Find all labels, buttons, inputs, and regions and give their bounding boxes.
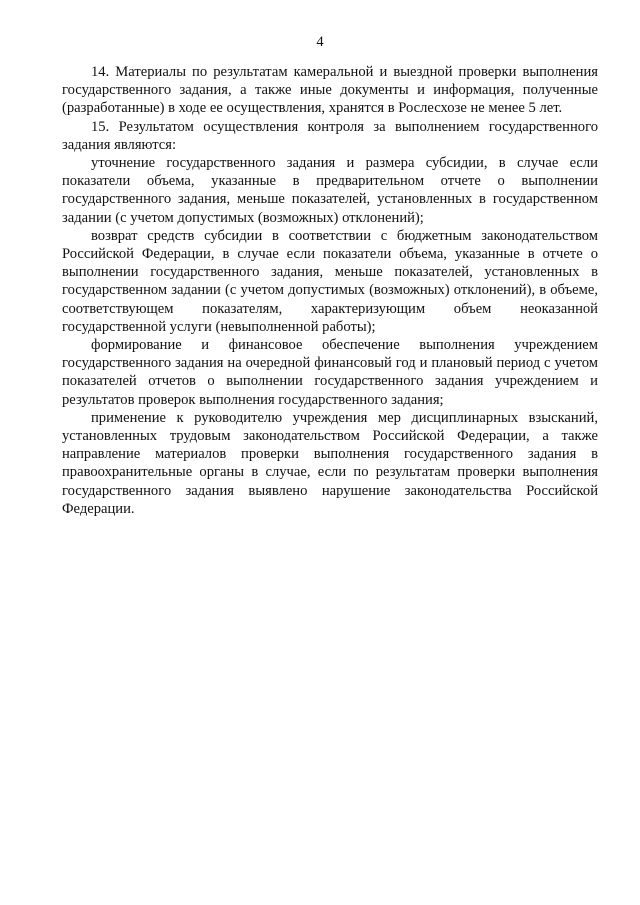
- result-item-funding: формирование и финансовое обеспечение выполнения учреждением государственного задания на очередной финансовый год и плановый период с учетом показателей отчетов о выполнении государственного задания учреждением и результатов проверок выполнения государственного задания;: [62, 337, 598, 408]
- paragraph-15-results: 15. Результатом осуществления контроля за выполнением государственного задания являются:: [62, 118, 598, 153]
- result-item-disciplinary: применение к руководителю учреждения мер дисциплинарных взысканий, установленных трудовым законодательством Российской Федерации, а также направление материалов проверки выполнения государственного задания в правоохранительные органы в случае, если по результатам проверки выполнения государственного задания выявлено нарушение законодательства Российской Федерации.: [62, 409, 598, 517]
- document-body: [62, 63, 598, 518]
- paragraph-14-storage: 14. Материалы по результатам камеральной и выездной проверки выполнения государственного задания, а также иные документы и информация, полученные (разработанные) в ходе ее осуществления, хранятся в Рослесхозе не менее 5 лет.: [62, 64, 598, 117]
- result-item-clarification: уточнение государственного задания и размера субсидии, в случае если показатели объема, указанные в предварительном отчете о выполнении государственного задания, меньше показателей, установленных в государственном задании (с учетом допустимых (возможных) отклонений);: [62, 155, 598, 226]
- page-number: 4: [316, 34, 324, 50]
- result-item-refund: возврат средств субсидии в соответствии с бюджетным законодательством Российской Федерации, в случае если показатели объема, указанные в отчете о выполнении государственного задания, меньше показателей, установленных в государственном задании (с учетом допустимых (возможных) отклонений), в объеме, соответствующем показателям, характеризующим объем неоказанной государственной услуги (невыполненной работы);: [62, 227, 598, 335]
